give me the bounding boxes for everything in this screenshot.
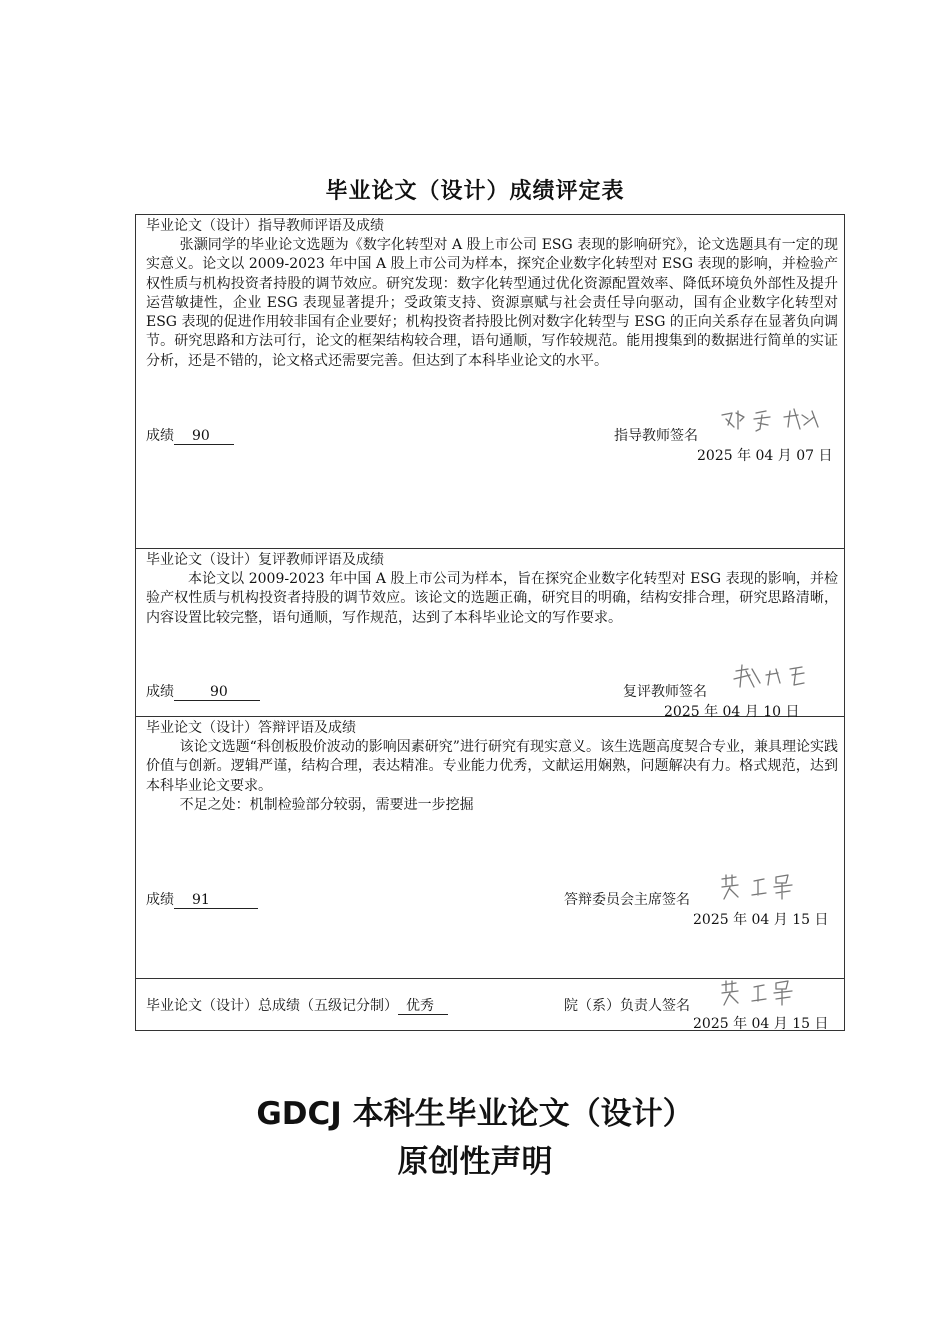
advisor-signature-image [718, 405, 838, 437]
total-grade-label: 毕业论文（设计）总成绩（五级记分制） [146, 998, 398, 1014]
reviewer-section-heading: 毕业论文（设计）复评教师评语及成绩 [146, 552, 384, 568]
reviewer-grade [146, 681, 260, 701]
defense-shortcoming-text: 不足之处：机制检验部分较弱，需要进一步挖掘 [179, 796, 474, 813]
dean-signature-image [718, 977, 798, 1009]
total-grade [146, 995, 448, 1015]
defense-signer-label: 答辩委员会主席签名 [564, 892, 690, 908]
advisor-comment-text: 张灏同学的毕业论文选题为《数字化转型对 A 股上市公司 ESG 表现的影响研究》，论文选题具有一定的现实意义。论文以 2009-2023 年中国 A 股上市公司为样本，探究企业数字化转型对 ESG 表现的影响，并检验产权性质与机构投资者持股的调节效应。研究发现：数字化转型通过优化资源配置效率、降低环境负外部性及提升运营敏捷性，企业 ESG 表现显著提升；受政策支持、资源禀赋与社会责任导向驱动，国有企业数字化转型对 ESG 表现的促进作用较非国有企业要好；机构投资者持股比例对数字化转型与 ESG 的正向关系存在显著负向调节。研究思路和方法可行，论文的框架结构较合理，语句通顺，写作较规范。能用搜集到的数据进行简单的实证分析，还是不错的，论文格式还需要完善。但达到了本科毕业论文的水平。 [146, 237, 838, 369]
reviewer-grade-value: 90 [174, 684, 260, 701]
declaration-title-line1: GDCJ 本科生毕业论文（设计） [256, 1096, 694, 1132]
dean-date: 2025 年 04 月 15 日 [693, 1016, 829, 1032]
advisor-grade-value: 90 [174, 428, 234, 445]
defense-signature-image [718, 871, 798, 903]
defense-grade [146, 889, 258, 909]
defense-grade-value: 91 [174, 892, 258, 909]
advisor-signer-label: 指导教师签名 [614, 428, 698, 444]
reviewer-date: 2025 年 04 月 10 日 [664, 704, 800, 720]
grade-evaluation-table [135, 214, 845, 1031]
advisor-section-heading: 毕业论文（设计）指导教师评语及成绩 [146, 218, 384, 234]
defense-section-heading: 毕业论文（设计）答辩评语及成绩 [146, 720, 356, 736]
defense-comment-text: 该论文选题“科创板股价波动的影响因素研究”进行研究有现实意义。该生选题高度契合专业，兼具理论实践价值与创新。逻辑严谨，结构合理，表达精准。专业能力优秀，文献运用娴熟，问题解决有力。格式规范，达到本科毕业论文要求。 [146, 739, 838, 794]
reviewer-comment [146, 570, 838, 628]
defense-section [136, 717, 844, 979]
reviewer-comment-text: 本论文以 2009-2023 年中国 A 股上市公司为样本，旨在探究企业数字化转型对 ESG 表现的影响，并检验产权性质与机构投资者持股的调节效应。该论文的选题正确，研究目的明确，结构安排合理，研究思路清晰，内容设置比较完整，语句通顺，写作规范，达到了本科毕业论文的写作要求。 [146, 571, 838, 626]
defense-date: 2025 年 04 月 15 日 [693, 912, 829, 928]
advisor-comment [146, 236, 838, 371]
reviewer-signer-label: 复评教师签名 [623, 684, 707, 700]
reviewer-signature-image [732, 661, 812, 693]
declaration-title-line2: 原创性声明 [397, 1144, 553, 1180]
dean-signer-label: 院（系）负责人签名 [564, 998, 690, 1014]
reviewer-grade-label: 成绩 [146, 684, 174, 700]
advisor-section [136, 215, 844, 549]
reviewer-section [136, 549, 844, 720]
total-section [136, 979, 844, 1030]
defense-comment [146, 738, 838, 815]
advisor-date: 2025 年 04 月 07 日 [697, 448, 833, 464]
page-title: 毕业论文（设计）成绩评定表 [325, 179, 625, 204]
total-grade-value: 优秀 [398, 998, 448, 1015]
defense-grade-label: 成绩 [146, 892, 174, 908]
advisor-grade [146, 425, 234, 445]
advisor-grade-label: 成绩 [146, 428, 174, 444]
